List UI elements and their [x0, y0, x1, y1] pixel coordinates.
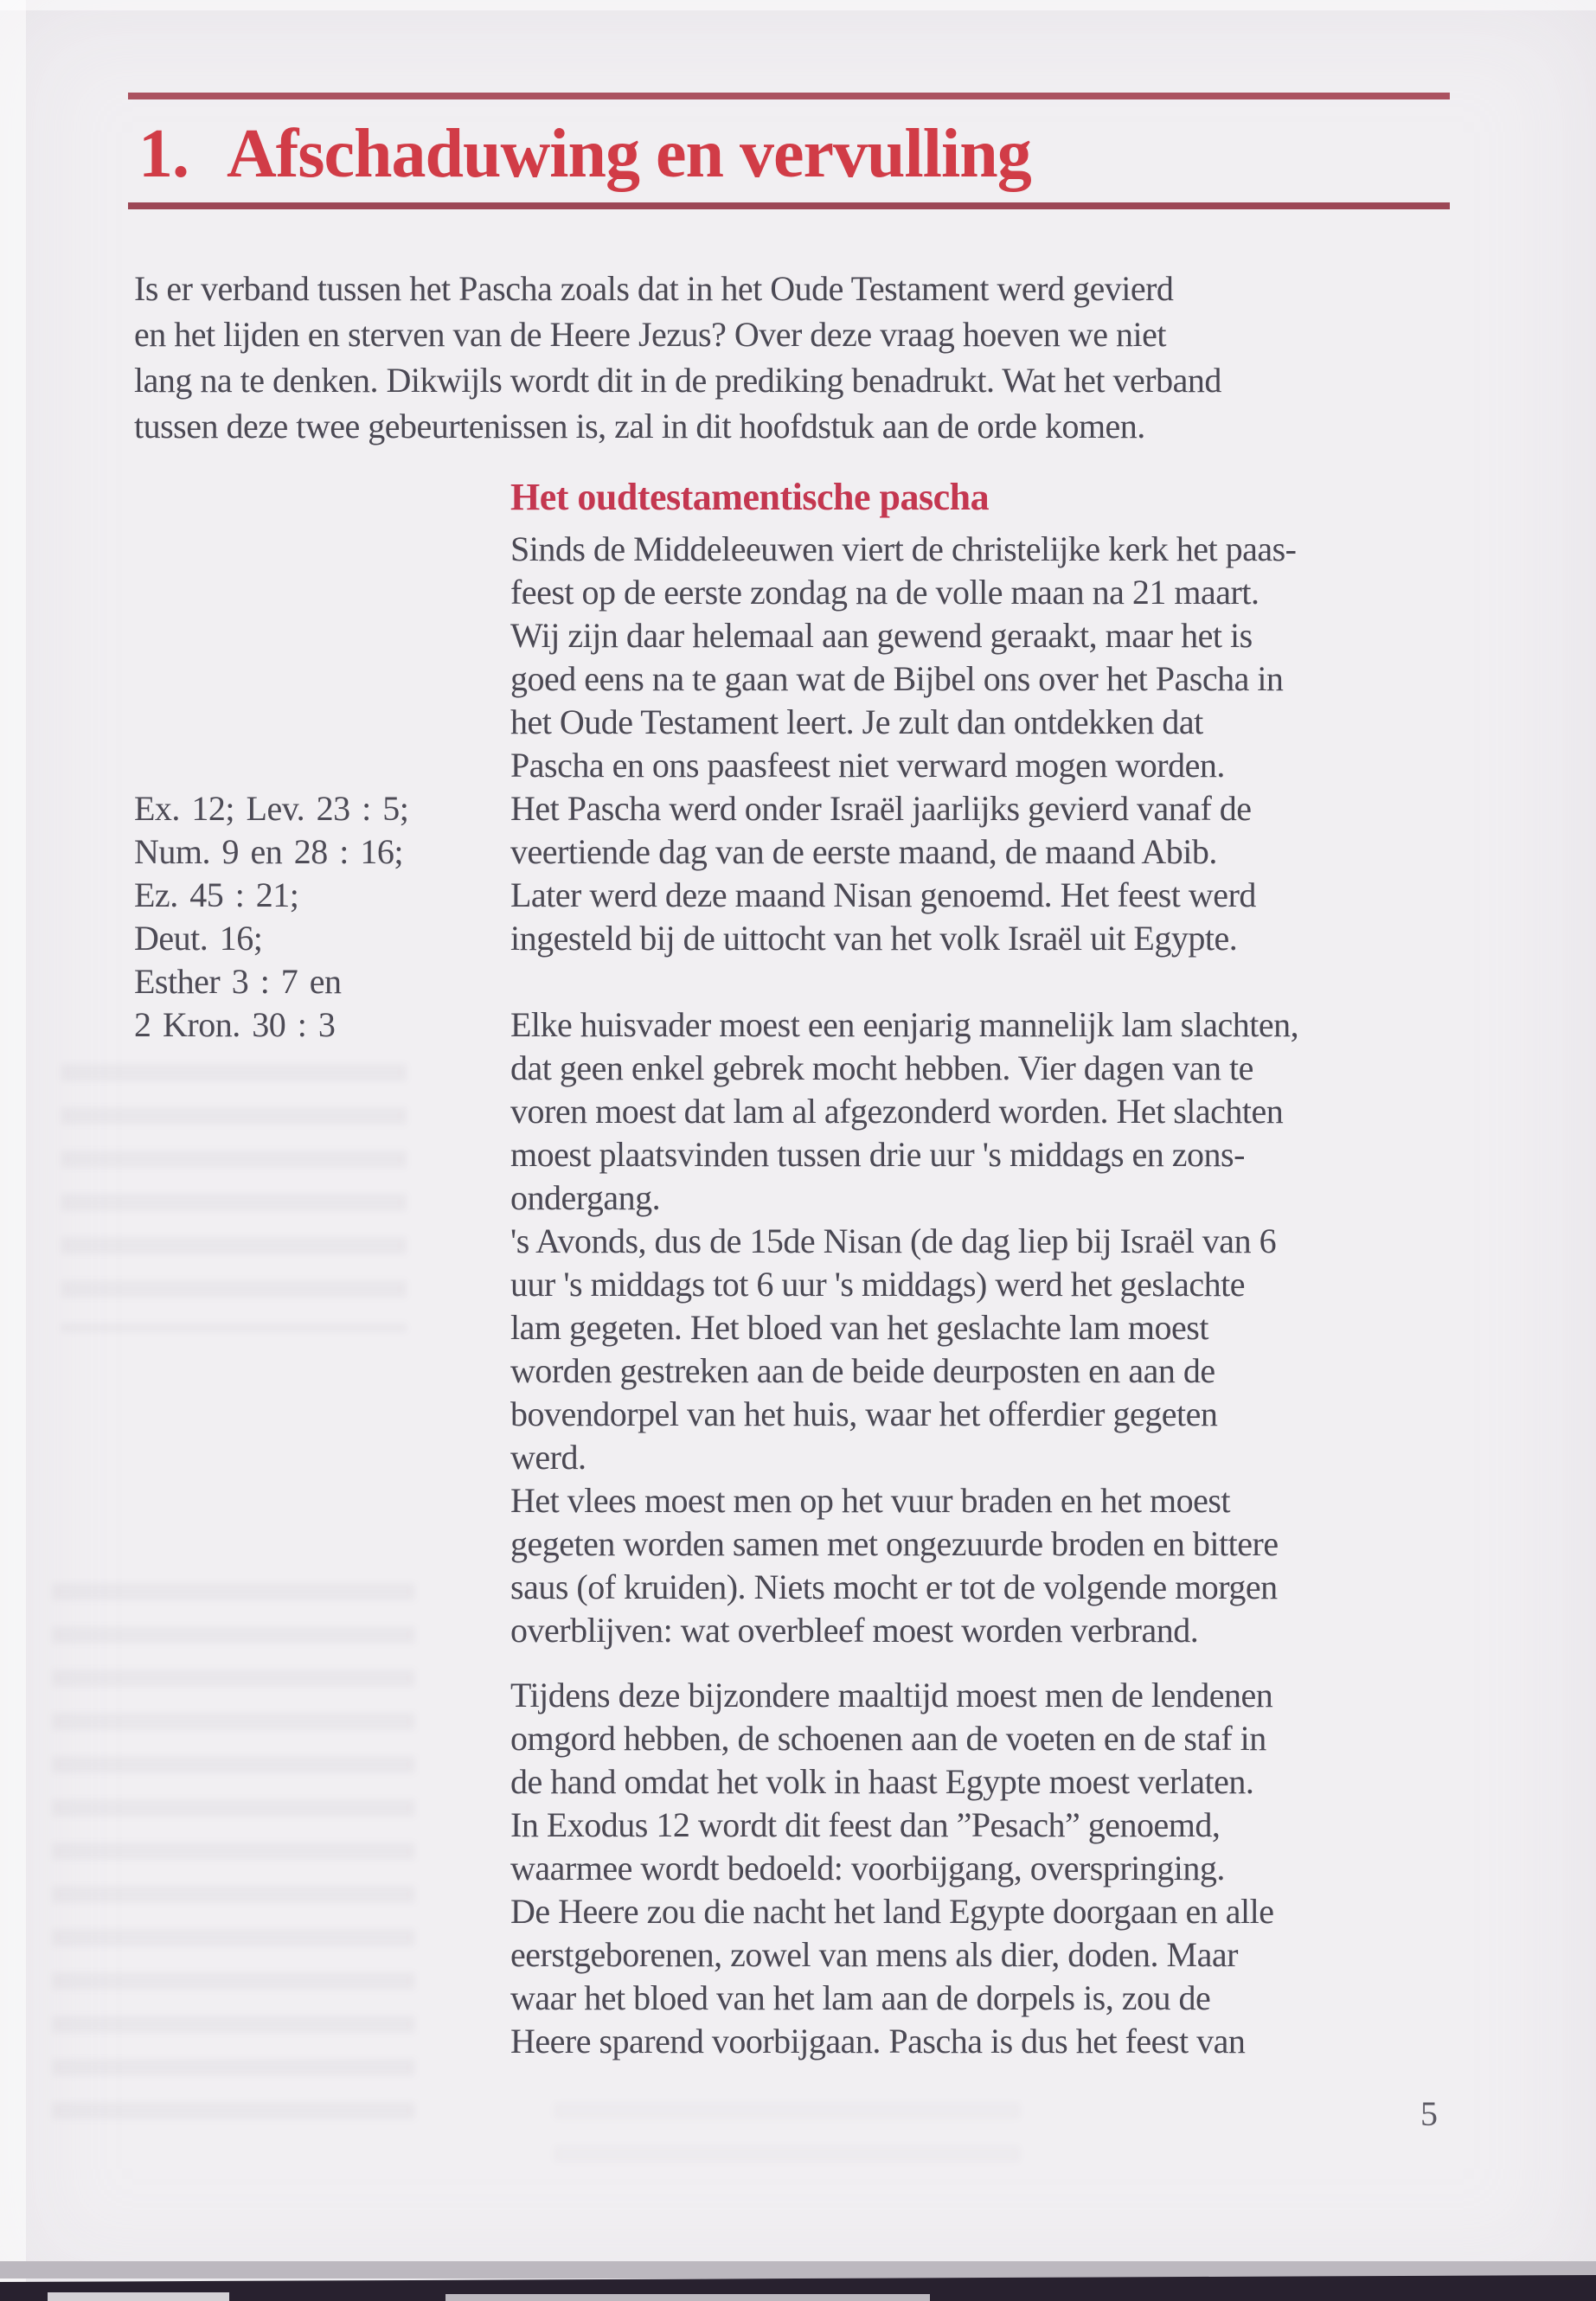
bible-margin-references [134, 787, 515, 1047]
text-line: moest plaatsvinden tussen drie uur 's middags en zons- [510, 1135, 1245, 1174]
page-number: 5 [1420, 2094, 1438, 2133]
text-line: Num. 9 en 28 : 16; [134, 832, 403, 871]
text-line: uur 's middags tot 6 uur 's middags) werd het geslachte [510, 1265, 1245, 1304]
body-paragraph-1 [510, 528, 1479, 960]
ink-showthrough [554, 2102, 1021, 2163]
text-line: eerstgeborenen, zowel van mens als dier, doden. Maar [510, 1935, 1238, 1974]
chapter-number: 1. [138, 116, 189, 192]
text-line: 2 Kron. 30 : 3 [134, 1005, 336, 1044]
text-line: voren moest dat lam al afgezonderd worden. Het slachten [510, 1092, 1284, 1131]
chapter-title: Afschaduwing en vervulling [227, 116, 1031, 192]
intro-paragraph [134, 266, 1471, 449]
page-left-edge-highlight [0, 0, 26, 2301]
text-line: Elke huisvader moest een eenjarig mannelijk lam slachten, [510, 1005, 1299, 1044]
text-line: veertiende dag van de eerste maand, de maand Abib. [510, 832, 1217, 871]
text-line: dat geen enkel gebrek mocht hebben. Vier dagen van te [510, 1048, 1253, 1087]
text-line: saus (of kruiden). Niets mocht er tot de volgende morgen [510, 1567, 1278, 1606]
text-line: Is er verband tussen het Pascha zoals dat in het Oude Testament werd gevierd [134, 269, 1174, 308]
text-line: De Heere zou die nacht het land Egypte doorgaan en alle [510, 1892, 1274, 1931]
text-line: waar het bloed van het lam aan de dorpels is, zou de [510, 1978, 1211, 2017]
text-line: Later werd deze maand Nisan genoemd. Het feest werd [510, 875, 1256, 914]
ink-showthrough [61, 1064, 407, 1332]
text-line: Ex. 12; Lev. 23 : 5; [134, 789, 409, 828]
text-line: feest op de eerste zondag na de volle maan na 21 maart. [510, 573, 1259, 612]
text-line: Deut. 16; [134, 919, 263, 958]
text-line: lang na te denken. Dikwijls wordt dit in de prediking benadrukt. Wat het verband [134, 361, 1221, 400]
top-rule [128, 93, 1450, 99]
ink-showthrough [52, 1583, 415, 2137]
body-paragraph-3 [510, 1674, 1479, 2063]
text-line: Heere sparend voorbijgaan. Pascha is dus het feest van [510, 2022, 1246, 2061]
text-line: waarmee wordt bedoeld: voorbijgang, overspringing. [510, 1849, 1225, 1888]
text-line: bovendorpel van het huis, waar het offerdier gegeten [510, 1394, 1218, 1433]
text-line: omgord hebben, de schoenen aan de voeten en de staf in [510, 1719, 1266, 1758]
text-line: ondergang. [510, 1178, 661, 1217]
text-line: Esther 3 : 7 en [134, 962, 342, 1001]
text-line: 's Avonds, dus de 15de Nisan (de dag liep bij Israël van 6 [510, 1221, 1277, 1260]
text-line: ingesteld bij de uittocht van het volk Israël uit Egypte. [510, 919, 1238, 958]
text-line: Pascha en ons paasfeest niet verward mogen worden. [510, 746, 1225, 785]
text-line: In Exodus 12 wordt dit feest dan ”Pesach” genoemd, [510, 1805, 1221, 1844]
text-line: tussen deze twee gebeurtenissen is, zal in dit hoofdstuk aan de orde komen. [134, 407, 1145, 445]
text-line: Het Pascha werd onder Israël jaarlijks gevierd vanaf de [510, 789, 1252, 828]
text-line: Sinds de Middeleeuwen viert de christelijke kerk het paas- [510, 529, 1297, 568]
chapter-heading [138, 116, 1031, 192]
text-line: lam gegeten. Het bloed van het geslachte lam moest [510, 1308, 1208, 1347]
body-paragraph-2 [510, 1003, 1479, 1652]
text-line: het Oude Testament leert. Je zult dan ontdekken dat [510, 702, 1203, 741]
text-line: overblijven: wat overbleef moest worden verbrand. [510, 1611, 1199, 1650]
text-line: de hand omdat het volk in haast Egypte moest verlaten. [510, 1762, 1254, 1801]
text-line: worden gestreken aan de beide deurposten en aan de [510, 1351, 1215, 1390]
text-line: werd. [510, 1438, 586, 1477]
text-line: Tijdens deze bijzondere maaltijd moest men de lendenen [510, 1676, 1273, 1715]
page-top-edge-highlight [0, 0, 1596, 10]
text-line: goed eens na te gaan wat de Bijbel ons over het Pascha in [510, 659, 1284, 698]
text-line: en het lijden en sterven van de Heere Jezus? Over deze vraag hoeven we niet [134, 315, 1167, 354]
scan-bottom-edge-patch [445, 2294, 930, 2301]
text-line: Ez. 45 : 21; [134, 875, 299, 914]
scan-bottom-edge-patch [48, 2292, 229, 2301]
section-heading: Het oudtestamentische pascha [510, 476, 990, 518]
text-line: Het vlees moest men op het vuur braden en het moest [510, 1481, 1231, 1520]
text-line: gegeten worden samen met ongezuurde broden en bittere [510, 1524, 1279, 1563]
title-underline-rule [128, 202, 1450, 209]
text-line: Wij zijn daar helemaal aan gewend geraakt, maar het is [510, 616, 1253, 655]
